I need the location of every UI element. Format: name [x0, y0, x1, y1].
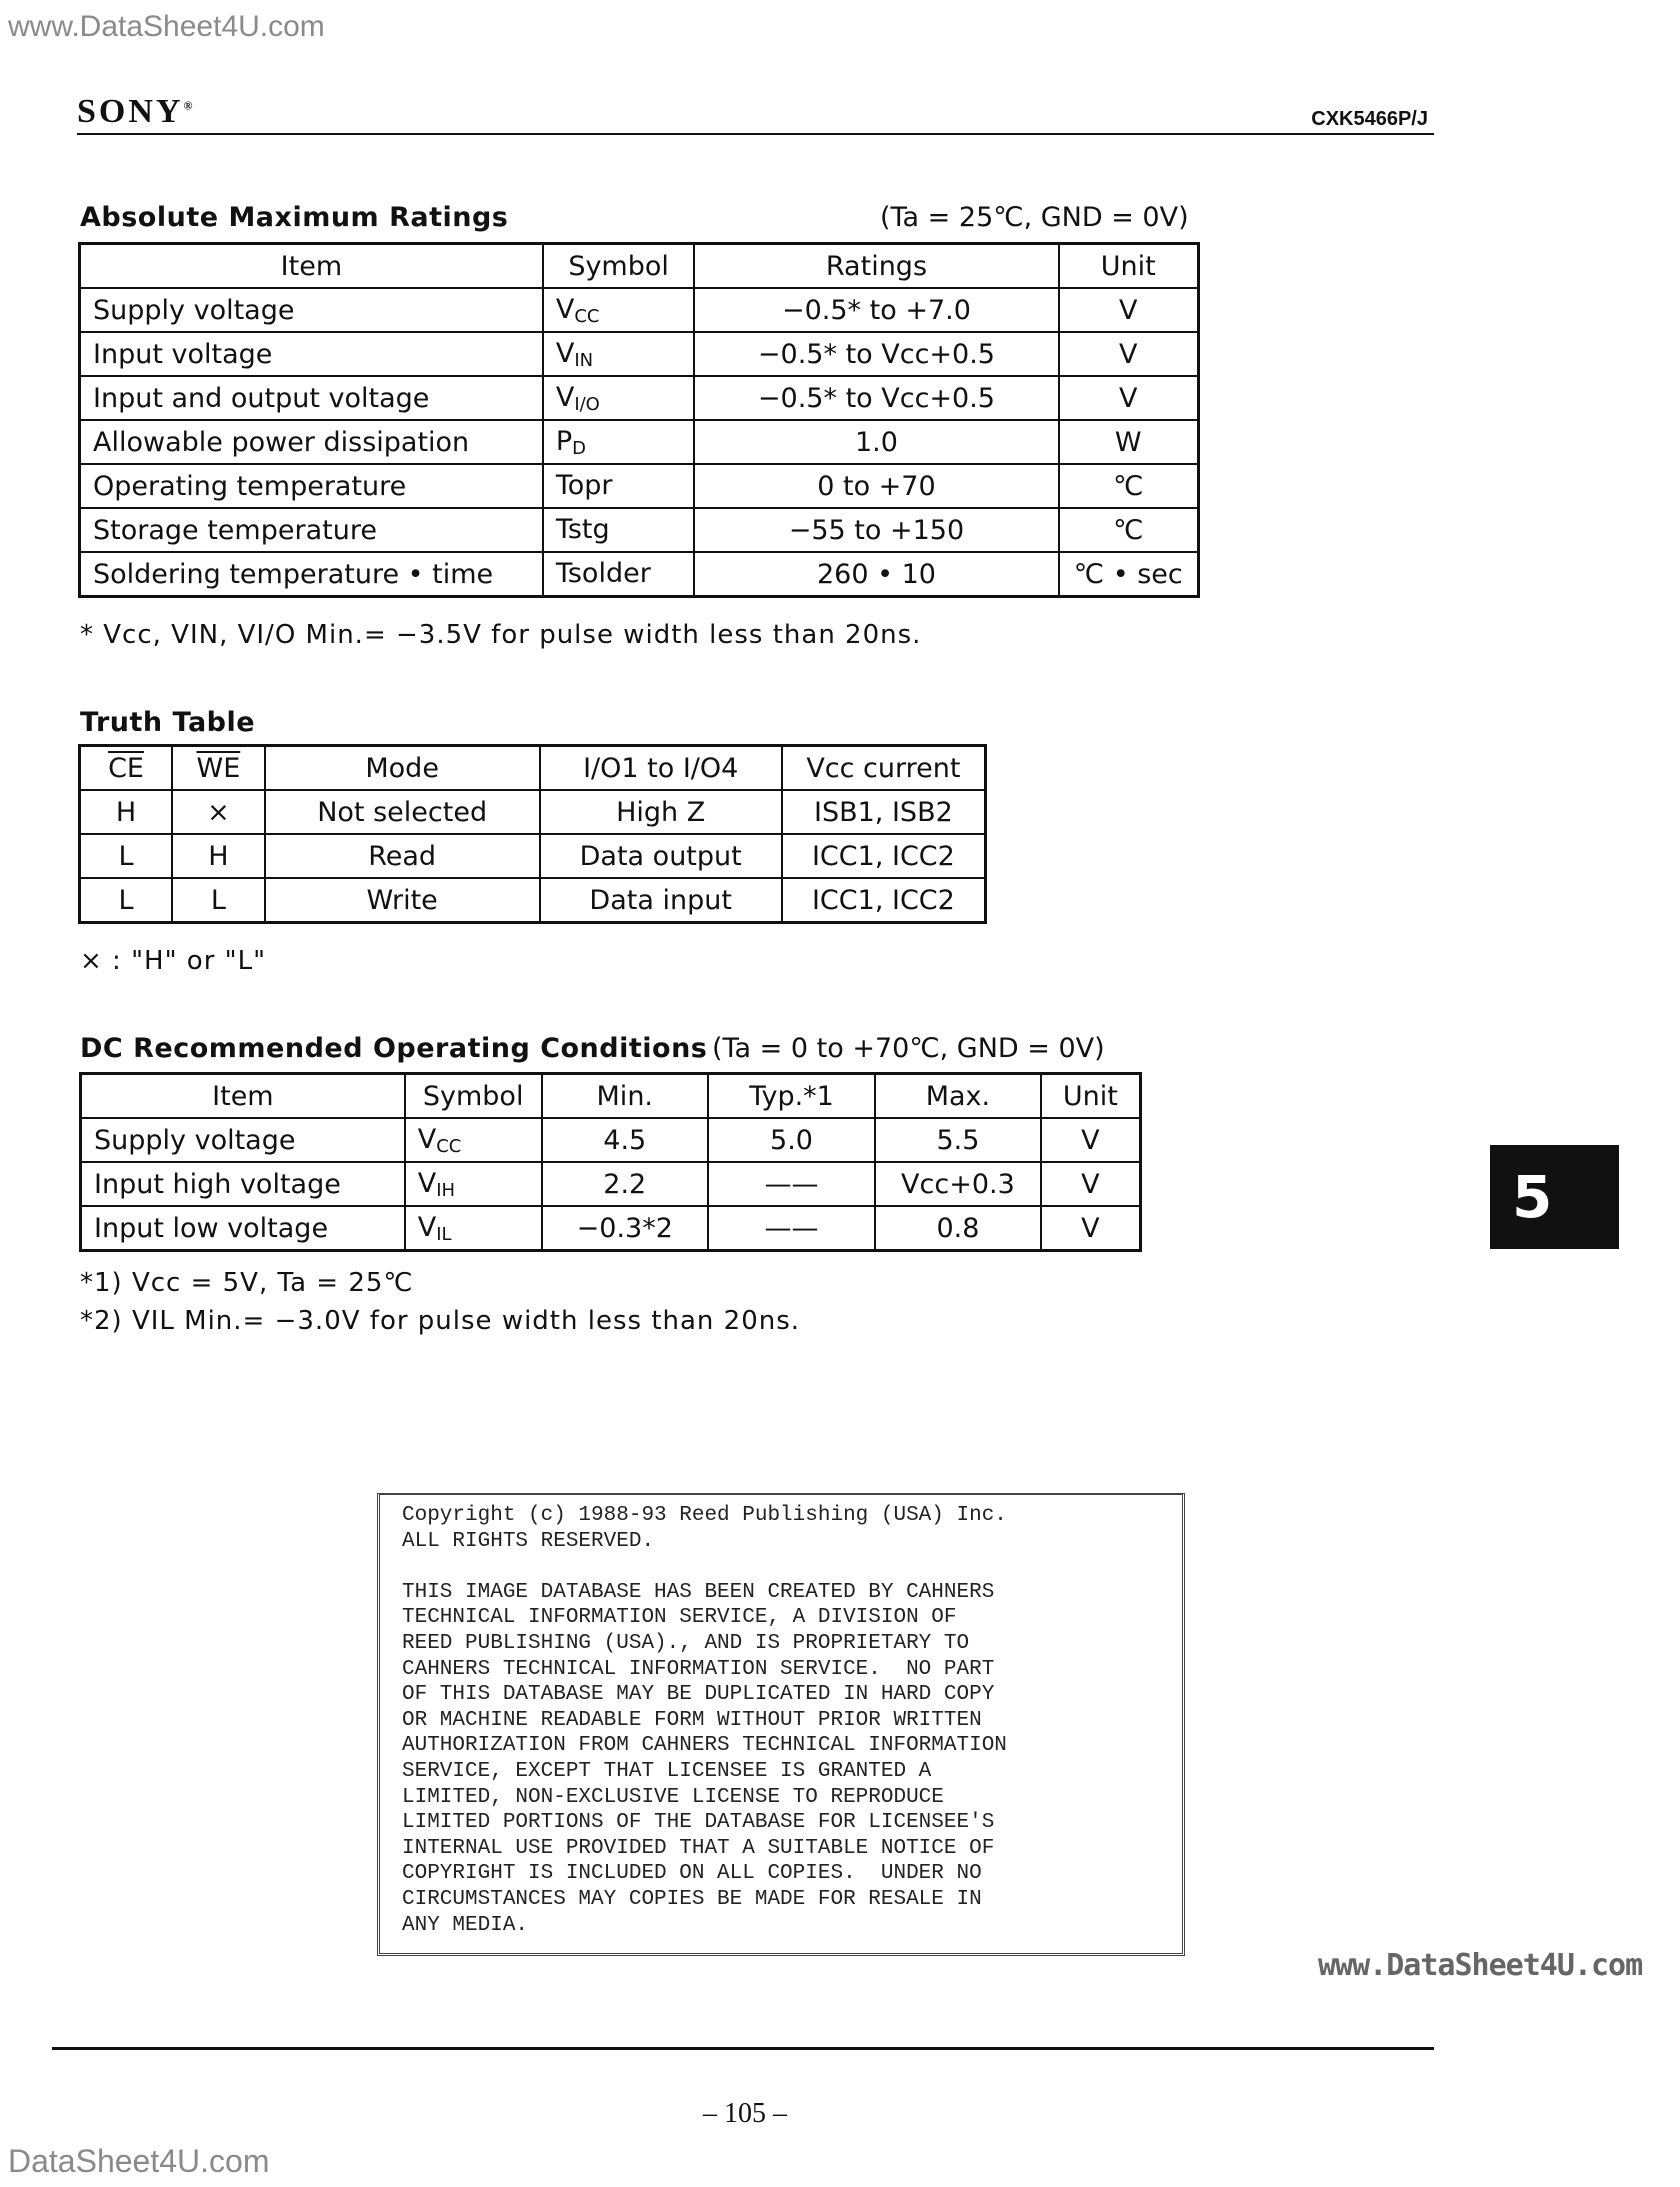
truth-table: [78, 744, 987, 924]
we-cell: H: [172, 834, 265, 878]
col-header: Max.: [875, 1074, 1041, 1119]
symbol-cell: Tstg: [543, 508, 695, 552]
unit-cell: W: [1059, 420, 1199, 464]
item-cell: Input low voltage: [81, 1206, 405, 1251]
symbol-cell: $V_{CC}$: [543, 288, 695, 332]
col-header: Symbol: [405, 1074, 542, 1119]
part-number: CXK5466P/J: [1311, 108, 1428, 130]
item-cell: Input high voltage: [81, 1162, 405, 1206]
table-row: [80, 834, 986, 878]
truth-table-note: × : "H" or "L": [80, 946, 267, 976]
col-header: Unit: [1059, 244, 1199, 289]
min-cell: 2.2: [542, 1162, 708, 1206]
ce-cell: L: [80, 834, 173, 878]
unit-cell: V: [1041, 1162, 1141, 1206]
table-row: [80, 464, 1199, 508]
item-cell: Input voltage: [80, 332, 543, 376]
symbol-cell: $V_{CC}$: [405, 1118, 542, 1162]
we-cell: ×: [172, 790, 265, 834]
table-row: [80, 790, 986, 834]
table-row: [80, 376, 1199, 420]
watermark-bottom: DataSheet4U.com: [8, 2143, 270, 2179]
unit-cell: V: [1059, 376, 1199, 420]
section-tab: 5: [1490, 1145, 1619, 1249]
mode-cell: Read: [265, 834, 540, 878]
col-header: Ratings: [694, 244, 1058, 289]
max-cell: 5.5: [875, 1118, 1041, 1162]
item-cell: Supply voltage: [81, 1118, 405, 1162]
col-header: Item: [80, 244, 543, 289]
io-cell: High Z: [540, 790, 782, 834]
dc-conditions-table: [79, 1072, 1142, 1252]
symbol-cell: $V_{IN}$: [543, 332, 695, 376]
footer-rule: [52, 2047, 1434, 2050]
table-row: [80, 420, 1199, 464]
min-cell: 4.5: [542, 1118, 708, 1162]
dc-note-1: *1) Vcc = 5V, Ta = 25℃: [80, 1268, 414, 1298]
unit-cell: V: [1041, 1206, 1141, 1251]
unit-cell: ℃: [1059, 508, 1199, 552]
we-cell: L: [172, 878, 265, 923]
symbol-cell: $V_{IL}$: [405, 1206, 542, 1251]
table-row: [81, 1118, 1141, 1162]
col-header: $\overline{WE}$: [172, 746, 265, 791]
typ-cell: ——: [708, 1206, 875, 1251]
item-cell: Input and output voltage: [80, 376, 543, 420]
col-header: $\overline{CE}$: [80, 746, 173, 791]
min-cell: −0.3*2: [542, 1206, 708, 1251]
rating-cell: 260 • 10: [694, 552, 1058, 597]
col-header: Symbol: [543, 244, 695, 289]
unit-cell: V: [1041, 1118, 1141, 1162]
typ-cell: 5.0: [708, 1118, 875, 1162]
col-header: Unit: [1041, 1074, 1141, 1119]
col-header: I/O1 to I/O4: [540, 746, 782, 791]
table-row: [80, 508, 1199, 552]
symbol-cell: $P_D$: [543, 420, 695, 464]
ce-cell: L: [80, 878, 173, 923]
table-header-row: [81, 1074, 1141, 1119]
item-cell: Soldering temperature • time: [80, 552, 543, 597]
unit-cell: ℃: [1059, 464, 1199, 508]
unit-cell: V: [1059, 332, 1199, 376]
mode-cell: Write: [265, 878, 540, 923]
rating-cell: −0.5* to Vcc+0.5: [694, 332, 1058, 376]
rating-cell: −0.5* to +7.0: [694, 288, 1058, 332]
item-cell: Allowable power dissipation: [80, 420, 543, 464]
current-cell: ICC1, ICC2: [782, 878, 986, 923]
table-row: [81, 1206, 1141, 1251]
table-header-row: [80, 244, 1199, 289]
current-cell: ISB1, ISB2: [782, 790, 986, 834]
typ-cell: ——: [708, 1162, 875, 1206]
header-rule: [77, 133, 1434, 135]
col-header: Typ.*1: [708, 1074, 875, 1119]
item-cell: Storage temperature: [80, 508, 543, 552]
current-cell: ICC1, ICC2: [782, 834, 986, 878]
table-row: [80, 552, 1199, 597]
unit-cell: V: [1059, 288, 1199, 332]
io-cell: Data output: [540, 834, 782, 878]
rating-cell: −0.5* to Vcc+0.5: [694, 376, 1058, 420]
rating-cell: 0 to +70: [694, 464, 1058, 508]
abs-max-note: * Vcc, VIN, VI/O Min.= −3.5V for pulse width less than 20ns.: [80, 620, 922, 650]
max-cell: 0.8: [875, 1206, 1041, 1251]
item-cell: Operating temperature: [80, 464, 543, 508]
dc-conditions-title: DC Recommended Operating Conditions: [80, 1033, 708, 1064]
col-header: Mode: [265, 746, 540, 791]
table-row: [80, 878, 986, 923]
abs-max-title: Absolute Maximum Ratings: [80, 202, 509, 233]
truth-table-title: Truth Table: [80, 707, 256, 738]
watermark-right: www.DataSheet4U.com: [1318, 1948, 1643, 1983]
symbol-cell: Topr: [543, 464, 695, 508]
rating-cell: 1.0: [694, 420, 1058, 464]
table-row: [80, 288, 1199, 332]
symbol-cell: $V_{I/O}$: [543, 376, 695, 420]
table-header-row: [80, 746, 986, 791]
dc-conditions-condition: (Ta = 0 to +70℃, GND = 0V): [712, 1033, 1105, 1064]
table-row: [80, 332, 1199, 376]
max-cell: Vcc+0.3: [875, 1162, 1041, 1206]
sony-logo: SONY®: [77, 93, 193, 130]
copyright-text: Copyright (c) 1988-93 Reed Publishing (USA) Inc. ALL RIGHTS RESERVED. THIS IMAGE DATABASE HAS BEEN CREATED BY CAHNERS TECHNICAL INFORMATION SERVICE, A DIVISION OF REED PUBLISHING (USA)., AND IS PROPRIETARY TO CAHNERS TECHNICAL INFORMATION SERVICE. NO PART OF THIS DATABASE MAY BE DUPLICATED IN HARD COPY OR MACHINE READABLE FORM WITHOUT PRIOR WRITTEN AUTHORIZATION FROM CAHNERS TECHNICAL INFORMATION SERVICE, EXCEPT THAT LICENSEE IS GRANTED A LIMITED, NON-EXCLUSIVE LICENSE TO REPRODUCE LIMITED PORTIONS OF THE DATABASE FOR LICENSEE'S INTERNAL USE PROVIDED THAT A SUITABLE NOTICE OF COPYRIGHT IS INCLUDED ON ALL COPIES. UNDER NO CIRCUMSTANCES MAY COPIES BE MADE FOR RESALE IN ANY MEDIA.: [402, 1504, 1007, 1937]
item-cell: Supply voltage: [80, 288, 543, 332]
ce-cell: H: [80, 790, 173, 834]
dc-note-2: *2) VIL Min.= −3.0V for pulse width less than 20ns.: [80, 1306, 801, 1336]
rating-cell: −55 to +150: [694, 508, 1058, 552]
unit-cell: ℃ • sec: [1059, 552, 1199, 597]
page-number: – 105 –: [703, 2098, 787, 2129]
col-header: Min.: [542, 1074, 708, 1119]
watermark-top: www.DataSheet4U.com: [8, 10, 325, 43]
io-cell: Data input: [540, 878, 782, 923]
abs-max-table: [78, 242, 1200, 598]
col-header: Vcc current: [782, 746, 986, 791]
symbol-cell: Tsolder: [543, 552, 695, 597]
col-header: Item: [81, 1074, 405, 1119]
abs-max-condition: (Ta = 25℃, GND = 0V): [880, 202, 1189, 233]
table-row: [81, 1162, 1141, 1206]
mode-cell: Not selected: [265, 790, 540, 834]
symbol-cell: $V_{IH}$: [405, 1162, 542, 1206]
